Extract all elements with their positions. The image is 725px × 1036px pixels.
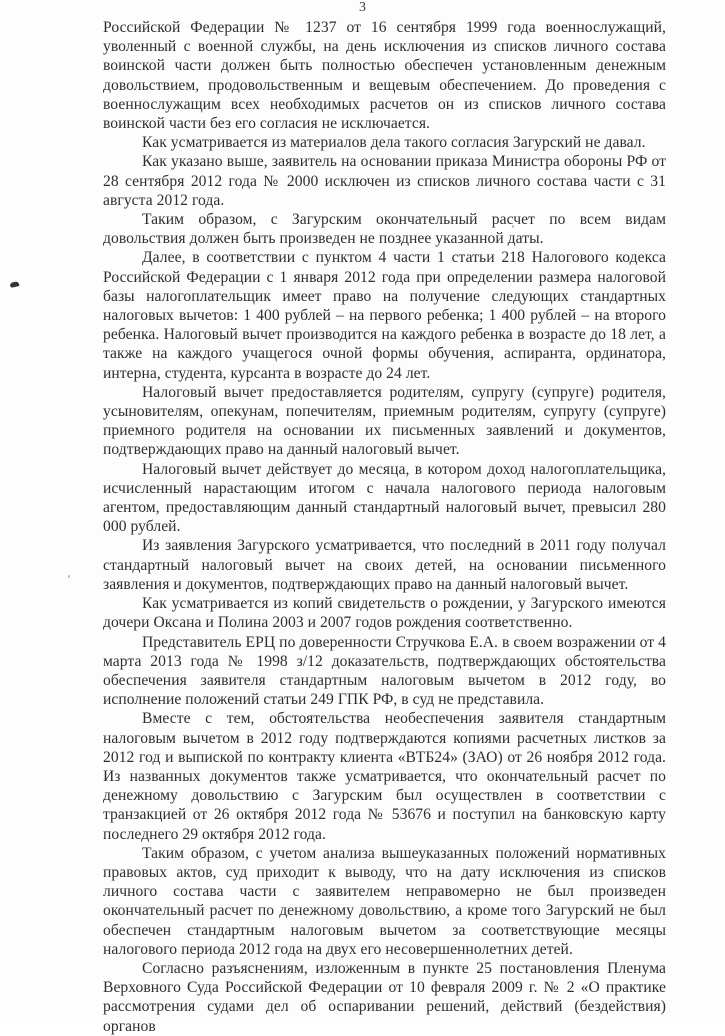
scan-margin-mark (10, 281, 20, 288)
document-body (103, 18, 666, 1036)
paragraph: Как усматривается из копий свидетельств о рождении, у Загурского имеются дочери Оксана и Полина 2003 и 2007 годов рождения соответственно. (103, 595, 666, 632)
paragraph: Представитель ЕРЦ по доверенности Стручкова Е.А. в своем возражении от 4 марта 2013 года № 1998 з/12 доказательств, подтверждающих обстоятельства обеспечения заявителя стандартным налоговым вычетом в 2012 году, во исполнение положений статьи 249 ГПК РФ, в суд не представила. (103, 633, 666, 709)
page-number: 3 (359, 0, 366, 15)
paragraph: Вместе с тем, обстоятельства необеспечения заявителя стандартным налоговым вычетом в 2012 году подтверждаются копиями расчетных листков за 2012 год и выпиской по контракту клиента «ВТБ24» (ЗАО) от 26 ноября 2012 года. Из названных документов также усматривается, что окончательный расчет по денежному довольствию с Загурским был осуществлен в соответствии с транзакцией от 26 октября 2012 года № 53676 и поступил на банковскую карту последнего 29 октября 2012 года. (103, 710, 666, 843)
paragraph: Налоговый вычет действует до месяца, в котором доход налогоплательщика, исчисленный нарастающим итогом с начала налогового периода налоговым агентом, предоставляющим данный стандартный налоговый вычет, превысил 280 000 рублей. (103, 460, 666, 536)
paragraph: Согласно разъяснениям, изложенным в пункте 25 постановления Пленума Верховного Суда Российской Федерации от 10 февраля 2009 г. № 2 «О практике рассмотрения судами дел об оспаривании решений, действий (бездействия) органов (103, 959, 666, 1035)
paragraph: Таким образом, с Загурским окончательный расчет по всем видам довольствия должен быть произведен не позднее указанной даты. (103, 211, 666, 248)
paragraph: Из заявления Загурского усматривается, что последний в 2011 году получал стандартный налоговый вычет на своих детей, на основании письменного заявления и документов, подтверждающих право на данный налоговый вычет. (103, 537, 666, 593)
paragraph: Российской Федерации № 1237 от 16 сентября 1999 года военнослужащий, уволенный с военной службы, на день исключения из списков личного состава воинской части должен быть полностью обеспечен установленным денежным довольствием, продовольственным и вещевым обеспечением. До проведения с военнослужащим всех необходимых расчетов он из списков личного состава воинской части без его согласия не исключается. (103, 19, 666, 133)
paragraph: Как указано выше, заявитель на основании приказа Министра обороны РФ от 28 сентября 2012 года № 2000 исключен из списков личного состава части с 31 августа 2012 года. (103, 153, 666, 209)
paragraph: Как усматривается из материалов дела такого согласия Загурский не давал. (142, 134, 646, 152)
paragraph: Таким образом, с учетом анализа вышеуказанных положений нормативных правовых актов, суд приходит к выводу, что на дату исключения из списков личного состава части с заявителем неправомерно не был произведен окончательный расчет по денежному довольствию, а кроме того Загурский не был обеспечен стандартным налоговым вычетом за соответствующие месяцы налогового периода 2012 года на двух его несовершеннолетних детей. (103, 844, 666, 958)
paragraph: Налоговый вычет предоставляется родителям, супругу (супруге) родителя, усыновителям, опекунам, попечителям, приемным родителям, супругу (супруге) приемного родителя на основании их письменных заявлений и документов, подтверждающих право на данный налоговый вычет. (103, 383, 666, 459)
scan-speck (68, 575, 70, 578)
paragraph: Далее, в соответствии с пунктом 4 части 1 статьи 218 Налогового кодекса Российской Федерации с 1 января 2012 года при определении размера налоговой базы налогоплательщик имеет право на получение следующих стандартных налоговых вычетов: 1 400 рублей – на первого ребенка; 1 400 рублей – на второго ребенка. Налоговый вычет производится на каждого ребенка в возрасте до 18 лет, а также на каждого учащегося очной формы обучения, аспиранта, ординатора, интерна, студента, курсанта в возрасте до 24 лет. (103, 249, 666, 382)
